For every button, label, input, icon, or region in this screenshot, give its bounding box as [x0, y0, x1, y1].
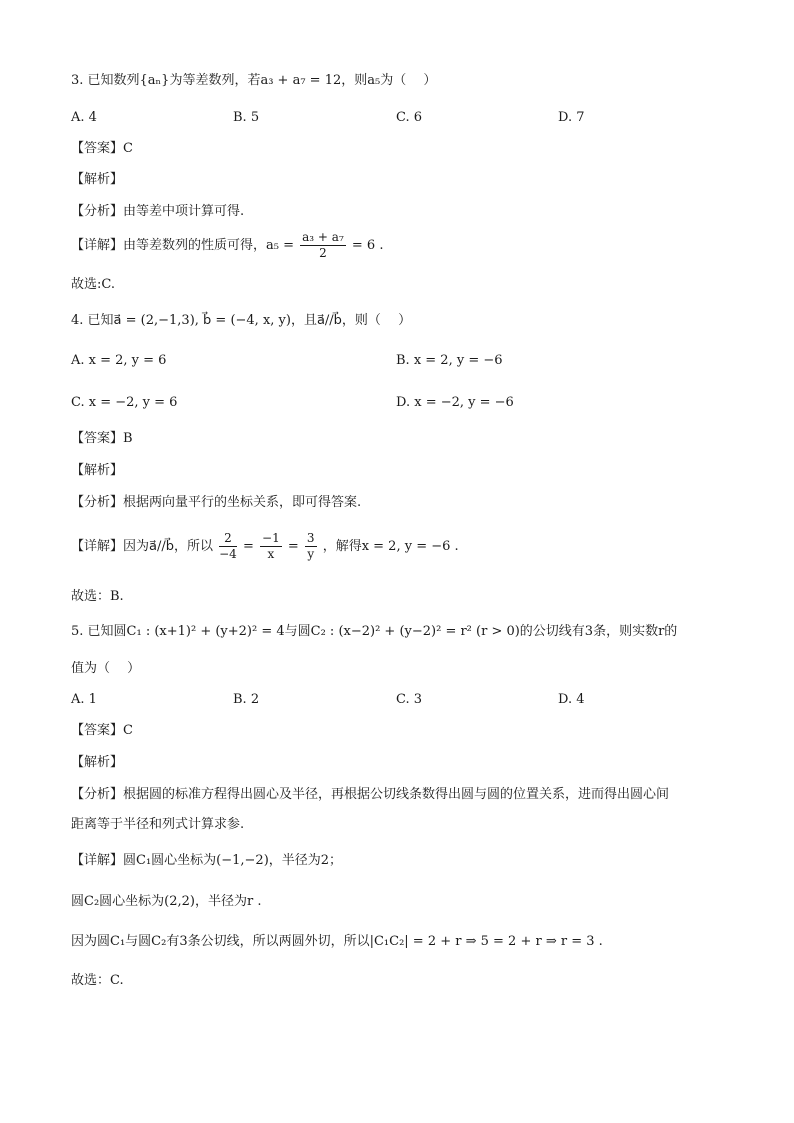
q4-fraction-3-denominator: y: [307, 547, 315, 561]
q5-option-d: D. 4: [558, 692, 585, 707]
q3-fraction-denominator: 2: [319, 246, 327, 260]
q3-option-b: B. 5: [233, 110, 260, 125]
q4-fraction-1: [219, 531, 237, 562]
q5-detail-line-2: 圆C₂圆心坐标为(2,2)，半径为r .: [71, 894, 262, 909]
q5-stem-line-1: 5. 已知圆C₁ : (x+1)² + (y+2)² = 4与圆C₂ : (x−2)² + (y−2)² = r² (r > 0)的公切线有3条，则实数r的: [71, 624, 678, 639]
q4-fraction-2-numerator: −1: [262, 531, 280, 545]
q5-detail-line-1: 【详解】圆C₁圆心坐标为(−1,−2)，半径为2；: [71, 853, 343, 868]
q5-analysis-line-2: 距离等于半径和列式计算求参.: [71, 817, 245, 832]
q3-analysis: 【分析】由等差中项计算可得.: [71, 204, 245, 219]
q5-option-a: A. 1: [71, 692, 97, 707]
q4-option-a: A. x = 2, y = 6: [71, 353, 167, 368]
q5-option-b: B. 2: [233, 692, 260, 707]
q3-option-d: D. 7: [558, 110, 585, 125]
q5-analysis-title: 【解析】: [71, 755, 124, 770]
q3-detail-prefix: 【详解】由等差数列的性质可得，a₅ =: [71, 238, 294, 253]
q4-fraction-1-numerator: 2: [219, 531, 237, 547]
q4-stem: 4. 已知a⃗ = (2,−1,3), b⃗ = (−4, x, y)，且a⃗//b⃗，则（ ）: [71, 313, 412, 328]
q3-option-c: C. 6: [396, 110, 423, 125]
q4-fraction-2: [260, 531, 282, 562]
q4-option-b: B. x = 2, y = −6: [396, 353, 503, 368]
q3-answer: 【答案】C: [71, 141, 133, 156]
q4-detail: [71, 522, 459, 572]
q4-fraction-3-numerator: 3: [306, 531, 315, 545]
q3-stem: 3. 已知数列{aₙ}为等差数列，若a₃ + a₇ = 12，则a₅为（ ）: [71, 73, 437, 88]
q3-detail: [71, 230, 383, 261]
q4-detail-prefix: 【详解】因为a⃗//b⃗，所以: [71, 539, 213, 554]
equals-sign: =: [242, 539, 254, 554]
q4-choose: 故选：B.: [71, 589, 124, 604]
q4-analysis-title: 【解析】: [71, 463, 124, 478]
q3-fraction-numerator: a₃ + a₇: [302, 230, 344, 244]
q3-option-a: A. 4: [71, 110, 97, 125]
q5-detail-line-3: 因为圆C₁与圆C₂有3条公切线，所以两圆外切，所以|C₁C₂| = 2 + r ⇒ 5 = 2 + r ⇒ r = 3 .: [71, 934, 603, 949]
q4-detail-suffix: ，解得x = 2, y = −6 .: [322, 539, 459, 554]
q4-fraction-3: [305, 531, 317, 562]
q5-analysis-line-1: 【分析】根据圆的标准方程得出圆心及半径，再根据公切线条数得出圆与圆的位置关系，进而得出圆心间: [71, 787, 670, 802]
q3-analysis-title: 【解析】: [71, 172, 124, 187]
q4-option-c: C. x = −2, y = 6: [71, 395, 178, 410]
q5-choose: 故选：C.: [71, 973, 124, 988]
q3-detail-fraction: [300, 230, 346, 261]
q5-answer: 【答案】C: [71, 723, 133, 738]
q4-answer: 【答案】B: [71, 431, 133, 446]
equals-sign: =: [287, 539, 299, 554]
q4-analysis: 【分析】根据两向量平行的坐标关系，即可得答案.: [71, 495, 362, 510]
q5-stem-line-2: 值为（ ）: [71, 661, 141, 676]
q4-option-d: D. x = −2, y = −6: [396, 395, 514, 410]
q4-fraction-2-denominator: x: [267, 547, 275, 561]
q3-detail-suffix: = 6 .: [351, 238, 384, 253]
q4-fraction-1-denominator: −4: [219, 547, 237, 561]
q3-choose: 故选:C.: [71, 277, 115, 292]
q5-option-c: C. 3: [396, 692, 423, 707]
